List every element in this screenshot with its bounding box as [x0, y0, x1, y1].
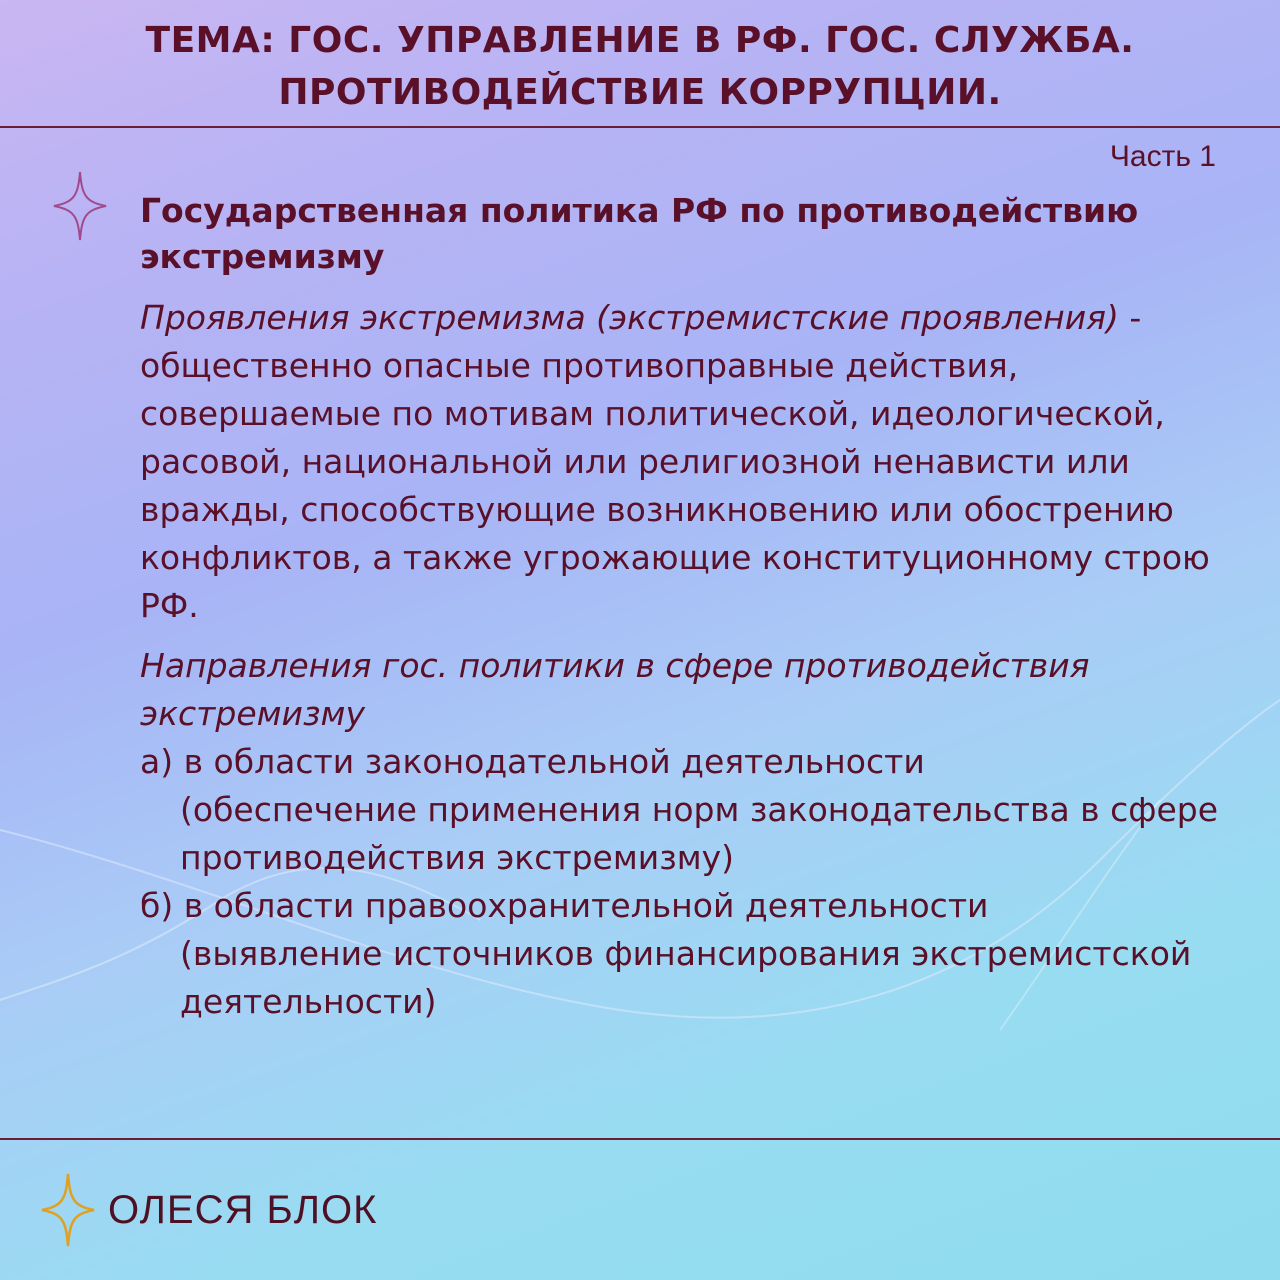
header-divider — [0, 126, 1280, 128]
footer-divider — [0, 1138, 1280, 1140]
footer — [40, 1170, 377, 1250]
direction-item-label: б) в области правоохранительной деятельности — [140, 886, 989, 925]
direction-item-detail: (обеспечение применения норм законодательства в сфере противодействия экстремизму) — [180, 790, 1219, 877]
direction-item-label: а) в области законодательной деятельности — [140, 742, 925, 781]
directions-heading: Направления гос. политики в сфере противодействия экстремизму — [140, 646, 1090, 733]
main-content — [140, 188, 1250, 1026]
page-header — [0, 0, 1280, 126]
sparkle-star-icon — [52, 170, 108, 242]
title-line-2: ПРОТИВОДЕЙСТВИЕ КОРРУПЦИИ. — [278, 72, 1002, 113]
section-heading: Государственная политика РФ по противодействию экстремизму — [140, 191, 1139, 276]
part-label: Часть 1 — [1109, 140, 1216, 173]
title-line-1: ТЕМА: ГОС. УПРАВЛЕНИЕ В РФ. ГОС. СЛУЖБА. — [145, 20, 1135, 61]
definition-text: - общественно опасные противоправные действия, совершаемые по мотивам политической, идеологической, расовой, национальной или религиозной ненависти или вражды, способствующие возникновению или обострению конфликтов, а также угрожающие конституционному строю РФ. — [140, 298, 1210, 625]
sparkle-star-icon — [40, 1172, 96, 1248]
definition-term: Проявления экстремизма (экстремистские проявления) — [140, 298, 1119, 337]
author-name: ОЛЕСЯ БЛОК — [108, 1187, 378, 1232]
direction-item-detail: (выявление источников финансирования экстремистской деятельности) — [180, 934, 1192, 1021]
definition-paragraph — [140, 294, 1250, 630]
